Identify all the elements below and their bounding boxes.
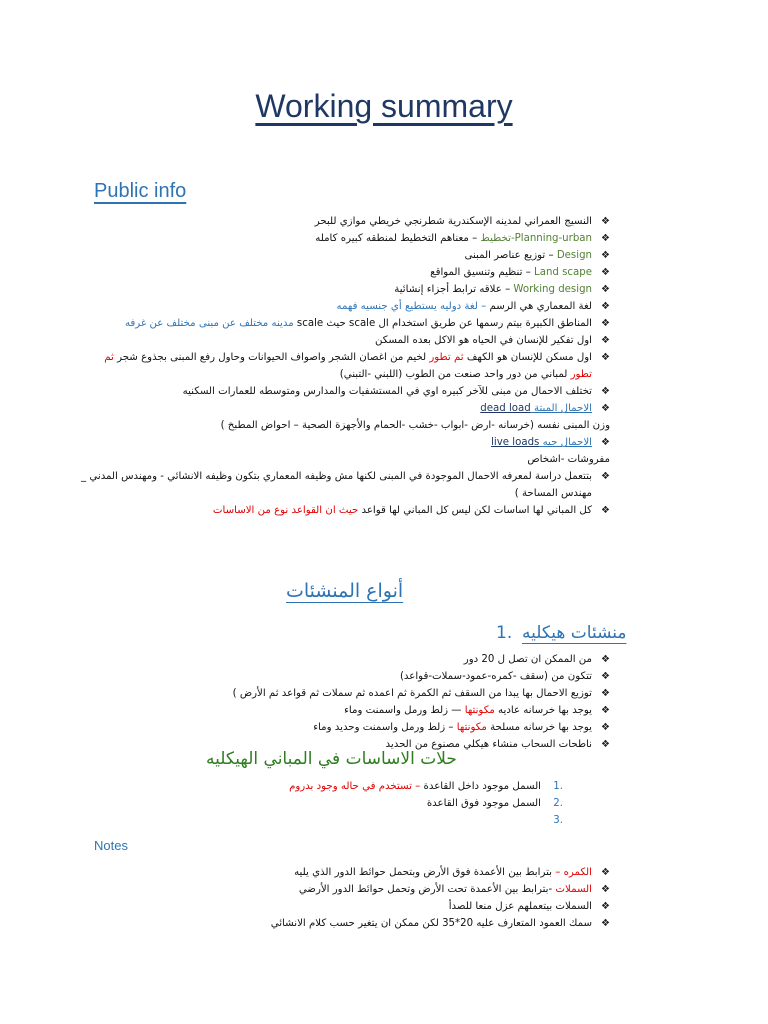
text-segment: بترابط بين الأعمدة فوق الأرض وبتحمل حوائط الدور الذي يليه <box>294 867 553 878</box>
text-segment: – تنظيم وتنسيق المواقع <box>430 267 535 278</box>
skeletal-number: 1. <box>496 623 513 643</box>
bullet-item <box>80 468 610 502</box>
text-segment: وزن المبنى نفسه (خرسانه -ارض -ابواب -خشب -الحمام والأجهزة الصحية – احواض المطبخ ) <box>220 420 610 431</box>
text-segment: تخطيط <box>480 233 511 244</box>
bullet-item <box>80 651 610 668</box>
bullet-item <box>80 685 610 702</box>
text-segment: السمل موجود فوق القاعدة <box>426 798 541 809</box>
text-segment: Planning-urban- <box>510 233 592 244</box>
diamond-bullet-icon: ❖ <box>601 654 610 665</box>
foundations-heading: حلات الاساسات في المباني الهيكليه <box>206 749 457 769</box>
bullet-item <box>80 281 610 298</box>
foundations-list <box>163 778 563 829</box>
notes-list <box>80 864 610 932</box>
diamond-bullet-icon: ❖ <box>601 216 610 227</box>
diamond-bullet-icon: ❖ <box>601 739 610 750</box>
diamond-bullet-icon: ❖ <box>601 505 610 516</box>
structure-types-heading: أنواع المنشئات <box>286 580 404 602</box>
numbered-item <box>163 795 563 812</box>
public-info-list <box>80 213 610 519</box>
skeletal-list <box>80 651 610 753</box>
bullet-item <box>80 315 610 332</box>
diamond-bullet-icon: ❖ <box>601 471 610 482</box>
text-segment: تختلف الاحمال من مبنى للآخر كبيره اوي في المستشفيات والمدارس ومتوسطه للعمارات السكنيه <box>182 386 592 397</box>
text-segment: – تستخدم في حاله وجود بدروم <box>289 781 421 792</box>
text-segment: يوجد بها خرسانه عاديه <box>494 705 592 716</box>
diamond-bullet-icon: ❖ <box>601 901 610 912</box>
bullet-item <box>80 417 610 434</box>
bullet-item <box>80 668 610 685</box>
text-segment: بتتعمل دراسة لمعرفه الاحمال الموجودة في المبنى لكنها مش وظيفه المعماري بتكون وظيفه الانشائي - ومهندس المدني _ مهندس المساحة ) <box>81 471 592 499</box>
text-segment: تتكون من (سقف -كمره-عمود-سملات-قواعد) <box>399 671 592 682</box>
bullet-item <box>80 349 610 383</box>
text-segment: الاحمال حيه <box>539 437 592 448</box>
bullet-item <box>80 332 610 349</box>
bullet-item <box>80 298 610 315</box>
text-segment: السملات بيتعملهم عزل منعا للصدأ <box>448 901 592 912</box>
bullet-item <box>80 434 610 451</box>
diamond-bullet-icon: ❖ <box>601 705 610 716</box>
text-segment: مفروشات -اشخاص <box>527 454 610 465</box>
text-segment: – توزيع عناصر المبنى <box>464 250 557 261</box>
text-segment: سمك العمود المتعارف عليه 20*35 لكن ممكن ان يتغير حسب كلام الانشائي <box>270 918 592 929</box>
text-segment: – زلط ورمل واسمنت وحديد وماء <box>313 722 457 733</box>
text-segment: — زلط ورمل واسمنت وماء <box>344 705 465 716</box>
bullet-item <box>80 213 610 230</box>
numbered-item <box>163 778 563 795</box>
text-segment: حيث ان القواعد نوع من الاساسات <box>212 505 359 516</box>
diamond-bullet-icon: ❖ <box>601 918 610 929</box>
item-number: 2. <box>553 798 563 809</box>
bullet-item <box>80 247 610 264</box>
bullet-item <box>80 719 610 736</box>
text-segment: توزيع الاحمال بها يبدا من السقف ثم الكمرة ثم اعمده ثم سملات ثم قواعد ثم الأرض ) <box>232 688 592 699</box>
diamond-bullet-icon: ❖ <box>601 267 610 278</box>
text-segment: لخيم من اغصان الشجر واصواف الحيوانات وحاول رفع المبنى بجذوع شجر <box>113 352 430 363</box>
diamond-bullet-icon: ❖ <box>601 437 610 448</box>
text-segment: – لغة دوليه يستطيع أي جنسيه فهمه <box>336 301 487 312</box>
text-segment: الاحمال الميتة <box>530 403 592 414</box>
text-segment: من الممكن ان تصل ل 20 دور <box>463 654 592 665</box>
diamond-bullet-icon: ❖ <box>601 884 610 895</box>
diamond-bullet-icon: ❖ <box>601 284 610 295</box>
text-segment: يوجد بها خرسانه مسلحة <box>486 722 592 733</box>
text-segment: – معناهم التخطيط لمنطقه كبيره كامله <box>315 233 481 244</box>
document-title: Working summary <box>255 88 513 124</box>
bullet-item <box>80 230 610 247</box>
text-segment: ثم تطور <box>429 352 464 363</box>
bullet-item <box>80 502 610 519</box>
diamond-bullet-icon: ❖ <box>601 250 610 261</box>
text-segment: dead load <box>480 403 531 414</box>
text-segment: مدينه مختلف عن مبنى مختلف عن غرفه <box>124 318 294 329</box>
diamond-bullet-icon: ❖ <box>601 233 610 244</box>
diamond-bullet-icon: ❖ <box>601 867 610 878</box>
text-segment: النسيج العمراني لمدينه الإسكندرية شطرنجي خريطي موازي للبحر <box>314 216 592 227</box>
skeletal-structures-heading <box>496 623 627 643</box>
diamond-bullet-icon: ❖ <box>601 335 610 346</box>
text-segment: السملات <box>555 884 592 895</box>
bullet-item <box>80 400 610 417</box>
text-segment: live loads <box>491 437 540 448</box>
numbered-item <box>163 812 563 829</box>
bullet-item <box>80 915 610 932</box>
text-segment: المناطق الكبيرة بيتم رسمها عن طريق استخدام ال scale حيث scale <box>293 318 592 329</box>
public-info-heading: Public info <box>94 180 187 202</box>
text-segment: ثم تطور <box>104 352 592 380</box>
bullet-item <box>80 383 610 400</box>
text-segment: ناطحات السحاب منشاء هيكلي مصنوع من الحديد <box>385 739 592 750</box>
bullet-item <box>80 264 610 281</box>
diamond-bullet-icon: ❖ <box>601 688 610 699</box>
skeletal-title: منشئات هيكليه <box>522 623 627 643</box>
text-segment: Land scape <box>534 267 592 278</box>
text-segment: الكمره – <box>552 867 592 878</box>
notes-heading: Notes <box>94 838 128 853</box>
bullet-item <box>80 864 610 881</box>
text-segment: مكونتها <box>464 705 495 716</box>
text-segment: السمل موجود داخل القاعدة <box>420 781 541 792</box>
text-segment: مكونتها <box>456 722 487 733</box>
text-segment: Design <box>556 250 592 261</box>
text-segment: كل المباني لها اساسات لكن ليس كل المباني لها قواعد <box>358 505 592 516</box>
diamond-bullet-icon: ❖ <box>601 722 610 733</box>
bullet-item <box>80 702 610 719</box>
diamond-bullet-icon: ❖ <box>601 386 610 397</box>
bullet-item <box>80 451 610 468</box>
diamond-bullet-icon: ❖ <box>601 403 610 414</box>
text-segment: -بترابط بين الأعمدة تحت الأرض وتحمل حوائط الدور الأرضي <box>298 884 556 895</box>
diamond-bullet-icon: ❖ <box>601 671 610 682</box>
text-segment: اول مسكن للإنسان هو الكهف <box>463 352 592 363</box>
text-segment: لغة المعماري هي الرسم <box>486 301 592 312</box>
text-segment: Working design <box>513 284 592 295</box>
bullet-item <box>80 881 610 898</box>
text-segment: اول تفكير للإنسان في الحياه هو الاكل بعده المسكن <box>374 335 592 346</box>
item-number: 3. <box>553 815 563 826</box>
bullet-item <box>80 898 610 915</box>
diamond-bullet-icon: ❖ <box>601 318 610 329</box>
text-segment: – علاقه ترابط أجزاء إنشائية <box>394 284 514 295</box>
item-number: 1. <box>553 781 563 792</box>
diamond-bullet-icon: ❖ <box>601 301 610 312</box>
text-segment: لمباني من دور واحد صنعت من الطوب (اللبني -التبني) <box>339 369 571 380</box>
diamond-bullet-icon: ❖ <box>601 352 610 363</box>
